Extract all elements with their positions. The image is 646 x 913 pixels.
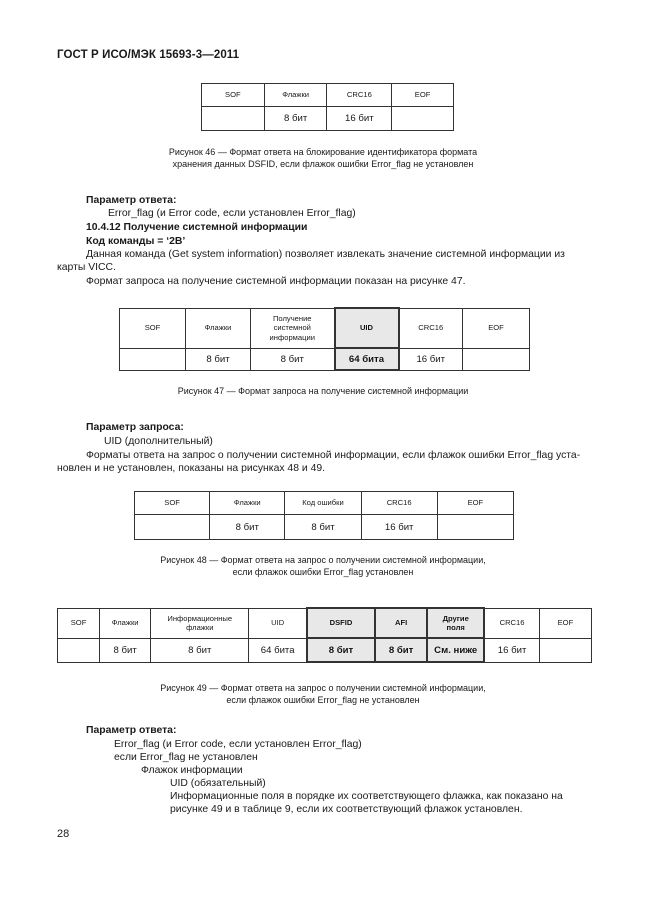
figure-46-caption-line1: Рисунок 46 — Формат ответа на блокирование идентификатора формата [168, 147, 478, 157]
figure-47-caption: Рисунок 47 — Формат запроса на получение системной информации [177, 386, 469, 396]
fig49-header-eof: EOF [539, 608, 591, 638]
response-param2-line6: рисунке 49 и в таблице 9, если их соответствующий флажок установлен. [170, 804, 523, 815]
fig49-value-uid: 64 бита [249, 638, 307, 662]
fig47-value-crc16: 16 бит [399, 348, 463, 370]
fig49-value-afi: 8 бит [375, 638, 427, 662]
fig46-header-flags: Флажки [264, 84, 327, 107]
fig47-header-flags: Флажки [186, 308, 251, 348]
figure-47-table [119, 307, 530, 371]
response-param2-line5: Информационные поля в порядке их соответствующего флажка, как показано на [170, 791, 563, 802]
section-para1-line2: карты VICC. [57, 262, 116, 273]
fig48-header-eof: EOF [437, 492, 513, 515]
figure-49-caption-line2: если флажок ошибки Error_flag не установлен [226, 695, 420, 705]
fig48-value-error-code: 8 бит [285, 515, 361, 540]
fig49-value-other-fields: См. ниже [427, 638, 484, 662]
fig48-header-flags: Флажки [210, 492, 285, 515]
fig47-value-eof [463, 348, 530, 370]
fig47-header-eof: EOF [463, 308, 530, 348]
fig49-value-flags: 8 бит [100, 638, 151, 662]
fig49-header-afi: AFI [375, 608, 427, 638]
fig48-header-sof: SOF [135, 492, 210, 515]
fig47-header-crc16: CRC16 [399, 308, 463, 348]
fig46-value-flags: 8 бит [264, 107, 327, 131]
response-param2-line1: Error_flag (и Error code, если установлен Error_flag) [114, 739, 362, 750]
response-param2-line2: если Error_flag не установлен [114, 752, 258, 763]
fig46-value-crc16: 16 бит [327, 107, 392, 131]
fig48-header-crc16: CRC16 [361, 492, 437, 515]
fig47-header-get-system-info: Получение системной информации [251, 308, 335, 348]
fig47-value-uid: 64 бита [335, 348, 399, 370]
fig48-value-flags: 8 бит [210, 515, 285, 540]
figure-49-table [57, 607, 592, 663]
fig46-value-sof [202, 107, 265, 131]
response-param-line: Error_flag (и Error code, если установлен Error_flag) [108, 208, 356, 219]
response-param2-line3: Флажок информации [141, 765, 243, 776]
fig47-header-uid: UID [335, 308, 399, 348]
fig48-value-eof [437, 515, 513, 540]
fig49-value-eof [539, 638, 591, 662]
fig47-value-sof [120, 348, 186, 370]
section-heading: 10.4.12 Получение системной информации [86, 222, 308, 233]
figure-49-caption-line1: Рисунок 49 — Формат ответа на запрос о получении системной информации, [160, 683, 486, 693]
fig49-header-uid: UID [249, 608, 307, 638]
section-para1-line1: Данная команда (Get system information) позволяет извлекать значение системной информации из [86, 249, 565, 260]
command-code: Код команды = ‘2B’ [86, 236, 186, 247]
response-param2-title: Параметр ответа: [86, 725, 177, 736]
figure-46-caption-line2: хранения данных DSFID, если флажок ошибки Error_flag не установлен [172, 159, 474, 169]
fig49-header-other-fields: Другие поля [427, 608, 484, 638]
section-para2: Формат запроса на получение системной информации показан на рисунке 47. [86, 276, 466, 287]
fig46-header-sof: SOF [202, 84, 265, 107]
request-param-text-line1: Форматы ответа на запрос о получении системной информации, если флажок ошибки Error_flag уста- [86, 450, 581, 461]
fig49-value-info-flags: 8 бит [151, 638, 249, 662]
request-param-title: Параметр запроса: [86, 422, 184, 433]
fig47-value-get-system-info: 8 бит [251, 348, 335, 370]
fig49-header-dsfid: DSFID [307, 608, 375, 638]
figure-48-caption-line2: если флажок ошибки Error_flag установлен [232, 567, 414, 577]
fig49-header-flags: Флажки [100, 608, 151, 638]
request-param-line: UID (дополнительный) [104, 436, 213, 447]
fig46-value-eof [392, 107, 454, 131]
fig49-header-info-flags: Информационные флажки [151, 608, 249, 638]
fig47-value-flags: 8 бит [186, 348, 251, 370]
fig49-value-sof [58, 638, 100, 662]
response-param2-line4: UID (обязательный) [170, 778, 266, 789]
fig49-value-crc16: 16 бит [484, 638, 539, 662]
page-number: 28 [57, 828, 70, 840]
fig49-header-crc16: CRC16 [484, 608, 539, 638]
request-param-text-line2: новлен и не установлен, показаны на рисунках 48 и 49. [57, 463, 326, 474]
response-param-title: Параметр ответа: [86, 195, 177, 206]
fig49-header-sof: SOF [58, 608, 100, 638]
fig46-header-eof: EOF [392, 84, 454, 107]
fig48-value-crc16: 16 бит [361, 515, 437, 540]
fig46-header-crc16: CRC16 [327, 84, 392, 107]
fig47-header-sof: SOF [120, 308, 186, 348]
fig49-value-dsfid: 8 бит [307, 638, 375, 662]
fig48-header-error-code: Код ошибки [285, 492, 361, 515]
figure-46-table [201, 83, 454, 131]
figure-48-table [134, 491, 514, 540]
fig48-value-sof [135, 515, 210, 540]
document-header: ГОСТ Р ИСО/МЭК 15693-3—2011 [57, 49, 240, 61]
figure-48-caption-line1: Рисунок 48 — Формат ответа на запрос о получении системной информации, [160, 555, 486, 565]
